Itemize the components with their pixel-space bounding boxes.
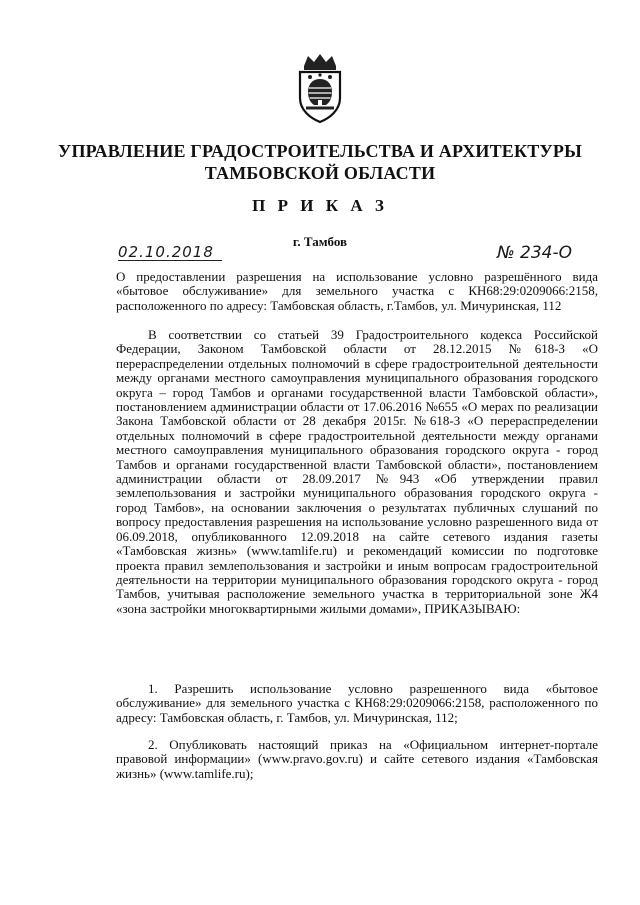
- tambov-coat-of-arms-icon: [292, 52, 348, 124]
- order-date: 02.10.2018: [118, 245, 222, 261]
- order-number: № 234-О: [496, 243, 572, 263]
- order-preamble: В соответствии со статьей 39 Градостроительного кодекса Российской Федерации, Законом Тамбовской области от 28.12.2015 №618-З «О перераспределении отдельных полномочий в сфере градостроительной деятельности между органами местного самоуправления муниципального образования городского округа – город Тамбов и органами государственной власти Тамбовской области», постановлением администрации области от 17.06.2016 №655 «О мерах по реализации Закона Тамбовской области от 28 декабря 2015г. №618-З «О перераспределении отдельных полномочий в сфере градостроительной деятельности между органами местного самоуправления муниципального образования городского округа - город Тамбов и органами государственной власти Тамбовской области», постановлением администрации области от 28.09.2017 №943 «Об утверждении правил землепользования и застройки муниципального образования городского округа - город Тамбов», на основании заключения о результатах публичных слушаний по вопросу предоставления разрешения на использование условно разрешенного вида от 06.09.2018, опубликованного 12.09.2018 на сайте сетевого издания газеты «Тамбовская жизнь» (www.tamlife.ru) и рекомендаций комиссии по подготовке проекта правил землепользования и застройки и иным вопросам градостроительной деятельности на территории муниципального образования городского округа - город Тамбов, учитывая расположение земельного участка в территориальной зоне Ж4 «зона застройки многоквартирными жилыми домами», ПРИКАЗЫВАЮ:: [116, 327, 598, 616]
- city: г. Тамбов: [292, 234, 348, 249]
- organization-line-2: ТАМБОВСКОЙ ОБЛАСТИ: [204, 163, 436, 183]
- order-subject: О предоставлении разрешения на использование условно разрешённого вида «бытовое обслуживание» для земельного участка с КН68:29:0209066:2158, расположенного по адресу: Тамбовская область, г.Тамбов, ул. Мичуринская, 112: [116, 269, 598, 313]
- organization-line-1: УПРАВЛЕНИЕ ГРАДОСТРОИТЕЛЬСТВА И АРХИТЕКТУРЫ: [58, 141, 582, 161]
- order-title: П Р И К А З: [252, 196, 388, 215]
- order-item-1: 1. Разрешить использование условно разрешенного вида «бытовое обслуживание» для земельного участка с КН68:29:0209066:2158, расположенного по адресу: Тамбовская область, г. Тамбов, ул. Мичуринская, 112;: [116, 681, 598, 725]
- order-item-2: 2. Опубликовать настоящий приказ на «Официальном интернет-портале правовой информации» (www.pravo.gov.ru) и сайте сетевого издания «Тамбовская жизнь» (www.tamlife.ru);: [116, 737, 598, 781]
- organization-name: [0, 140, 640, 184]
